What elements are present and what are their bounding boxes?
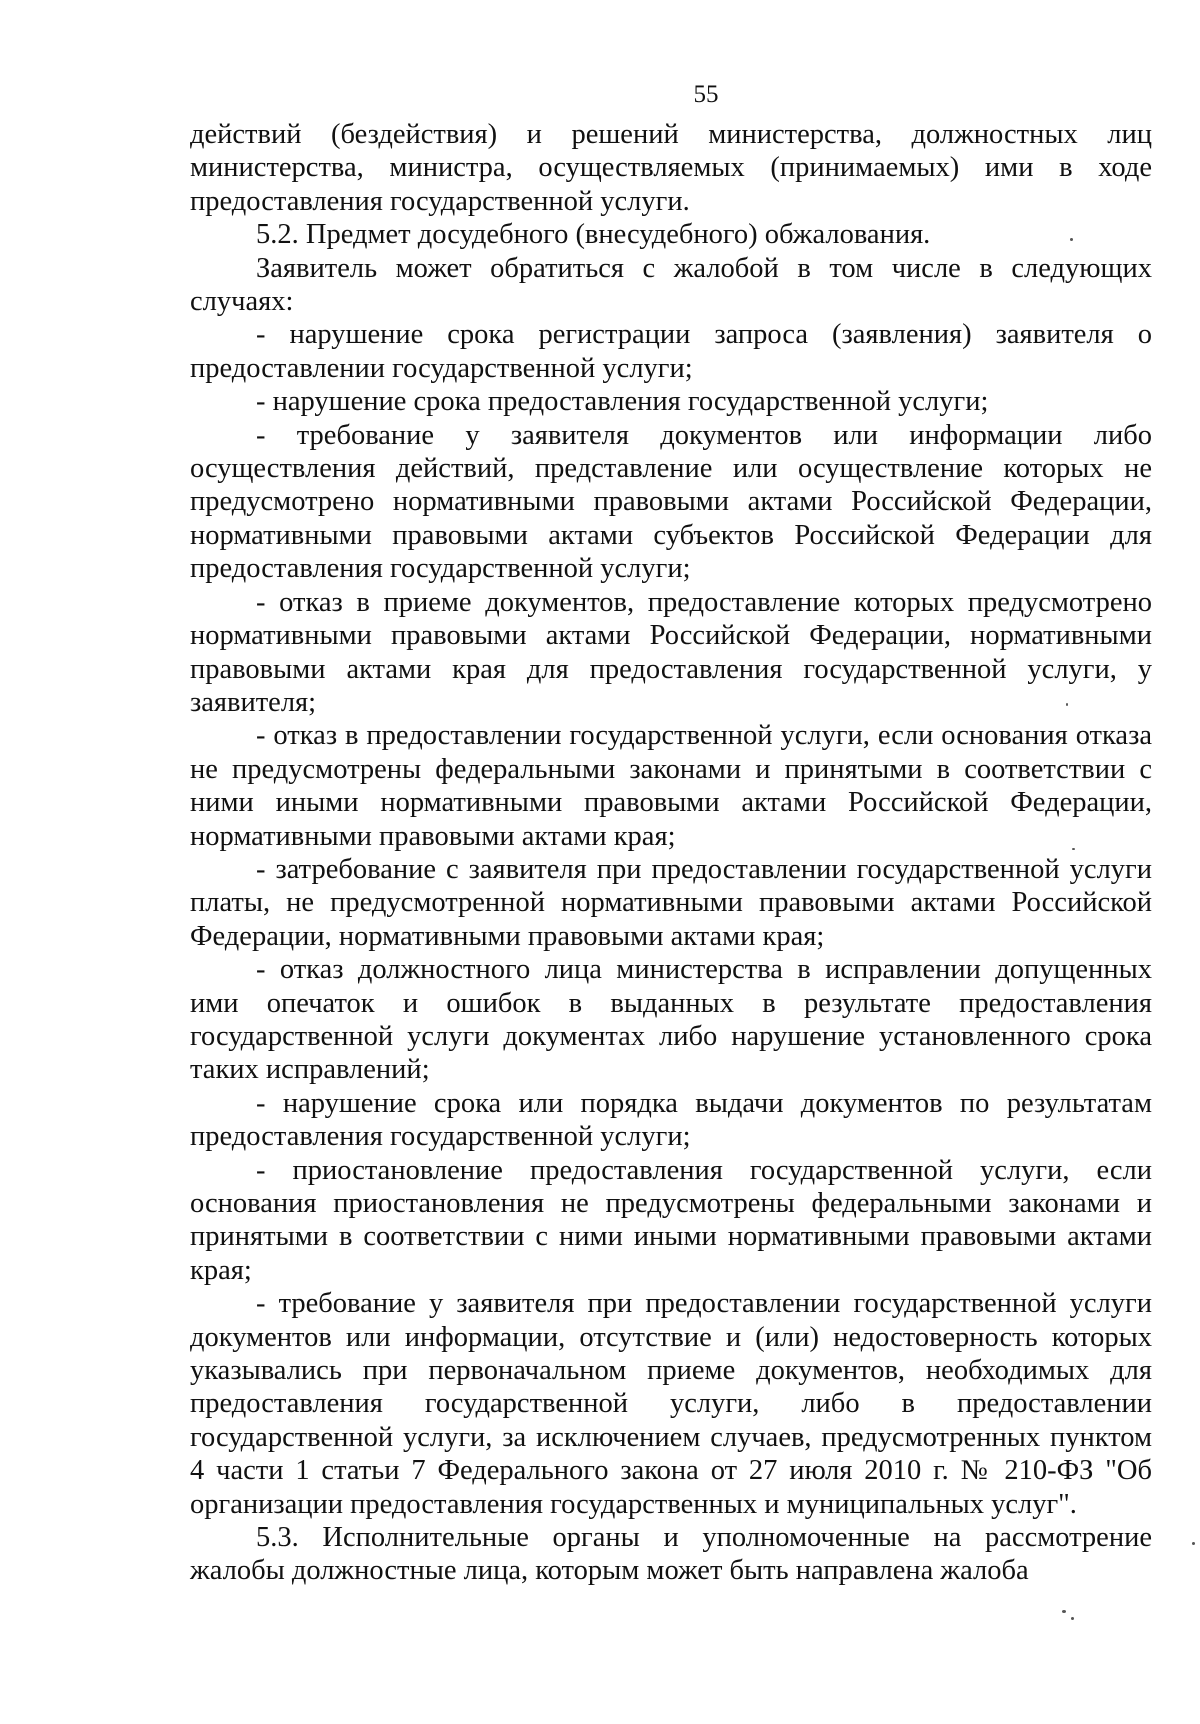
scan-speck (1070, 238, 1073, 241)
document-body (190, 118, 1152, 1588)
list-item: - нарушение срока регистрации запроса (заявления) заявителя о предоставлении государственной услуги; (190, 319, 1152, 384)
list-item: - требование у заявителя документов или информации либо осуществления действий, представление или осуществление которых не предусмотрено нормативными правовыми актами Российской Федерации, нормативными правовыми актами субъектов Российской Федерации для предоставления государственной услуги; (190, 419, 1152, 585)
list-item: - отказ в приеме документов, предоставление которых предусмотрено нормативными правовыми актами Российской Федерации, нормативными правовыми актами края для предоставления государственной услуги, у заявителя; (190, 586, 1152, 718)
scan-speck (1066, 703, 1068, 706)
scan-speck (1072, 848, 1075, 850)
section-heading-5-2: 5.2. Предмет досудебного (внесудебного) обжалования. (256, 219, 931, 251)
list-item: - требование у заявителя при предоставлении государственной услуги документов или информации, отсутствие и (или) недостоверность которых указывались при первоначальном приеме документов, необходимых для предоставления государственной услуги, либо в предоставлении государственной услуги, за исключением случаев, предусмотренных пунктом 4 части 1 статьи 7 Федерального закона от 27 июля 2010 г. № 210-ФЗ "Об организации предоставления государственных и муниципальных услуг". (190, 1288, 1152, 1520)
section-heading-5-3: 5.3. Исполнительные органы и уполномоченные на рассмотрение жалобы должностные лица, которым может быть направлена жалоба (190, 1522, 1152, 1587)
page-number: 55 (693, 81, 719, 108)
scan-speck (1062, 1610, 1066, 1613)
list-item: - нарушение срока предоставления государственной услуги; (256, 386, 989, 418)
list-item: - отказ в предоставлении государственной услуги, если основания отказа не предусмотрены федеральными законами и принятыми в соответствии с ними иными нормативными правовыми актами Российской Федерации, нормативными правовыми актами края; (190, 720, 1152, 852)
scan-speck (1192, 1542, 1195, 1545)
list-item: - отказ должностного лица министерства в исправлении допущенных ими опечаток и ошибок в выданных в результате предоставления государственной услуги документах либо нарушение установленного срока таких исправлений; (190, 954, 1152, 1086)
list-item: - нарушение срока или порядка выдачи документов по результатам предоставления государственной услуги; (190, 1087, 1152, 1153)
list-item: - приостановление предоставления государственной услуги, если основания приостановления не предусмотрены федеральными законами и принятыми в соответствии с ними иными нормативными правовыми актами края; (190, 1154, 1152, 1286)
list-item: - затребование с заявителя при предоставлении государственной услуги платы, не предусмотренной нормативными правовыми актами Российской Федерации, нормативными правовыми актами края; (190, 853, 1152, 952)
paragraph-intro: Заявитель может обратиться с жалобой в том числе в следующих случаях: (190, 252, 1152, 318)
scan-speck (1071, 1617, 1074, 1620)
paragraph-continuation: действий (бездействия) и решений министерства, должностных лиц министерства, министра, осуществляемых (принимаемых) ими в ходе предоставления государственной услуги. (190, 119, 1152, 217)
